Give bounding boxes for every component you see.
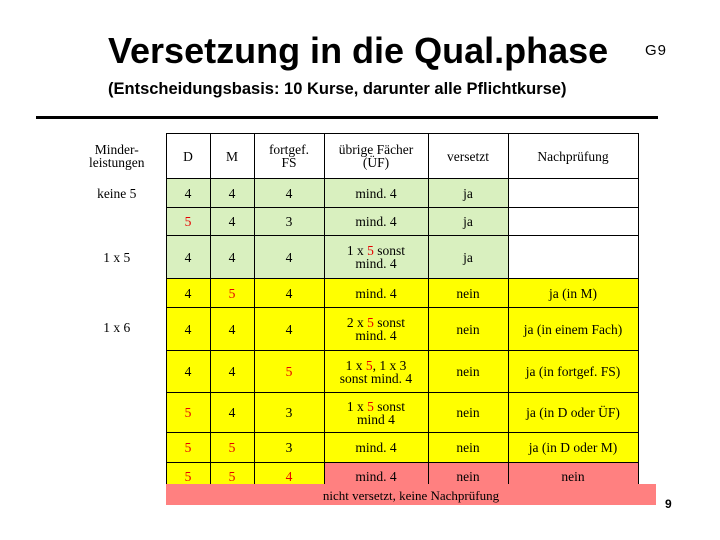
cell-d: 4 xyxy=(166,351,210,393)
title-divider xyxy=(36,116,658,119)
cell-m: 5 xyxy=(210,463,254,491)
cell-d: 4 xyxy=(166,308,210,351)
cell-uef: mind. 4 xyxy=(324,433,428,463)
cell-versetzt: nein xyxy=(428,463,508,491)
header-m: M xyxy=(210,134,254,179)
group-keine-5: keine 5 xyxy=(97,185,137,201)
cell-uef: 1 x 5 sonst mind 4 xyxy=(324,393,428,433)
cell-fs: 3 xyxy=(254,433,324,463)
cell-d: 5 xyxy=(166,433,210,463)
promotion-table xyxy=(68,133,639,491)
page-number: 9 xyxy=(665,497,672,511)
cell-nachpruefung: nein xyxy=(508,463,638,491)
cell-versetzt: nein xyxy=(428,308,508,351)
cell-versetzt: ja xyxy=(428,179,508,208)
cell-fs: 3 xyxy=(254,393,324,433)
header-row xyxy=(68,134,638,179)
cell-fs: 3 xyxy=(254,208,324,236)
header-fs: fortgef. FS xyxy=(254,134,324,179)
cell-nachpruefung xyxy=(508,236,638,279)
table-row xyxy=(68,179,638,208)
cell-uef: mind. 4 xyxy=(324,208,428,236)
cell-d: 4 xyxy=(166,236,210,279)
grade-label: G9 xyxy=(645,42,668,59)
cell-fs: 4 xyxy=(254,463,324,491)
cell-versetzt: nein xyxy=(428,393,508,433)
cell-nachpruefung: ja (in M) xyxy=(508,279,638,308)
cell-m: 5 xyxy=(210,433,254,463)
cell-m: 4 xyxy=(210,393,254,433)
cell-uef: 1 x 5, 1 x 3 sonst mind. 4 xyxy=(324,351,428,393)
cell-uef: 2 x 5 sonst mind. 4 xyxy=(324,308,428,351)
cell-m: 4 xyxy=(210,351,254,393)
cell-m: 4 xyxy=(210,208,254,236)
cell-versetzt: ja xyxy=(428,236,508,279)
cell-d: 4 xyxy=(166,279,210,308)
cell-d: 5 xyxy=(166,463,210,491)
table-row xyxy=(68,308,638,351)
cell-d: 5 xyxy=(166,208,210,236)
header-minderleistungen: Minder- leistungen xyxy=(89,142,145,170)
cell-fs: 4 xyxy=(254,308,324,351)
not-promoted-banner: nicht versetzt, keine Nachprüfung xyxy=(166,484,656,505)
table-row xyxy=(68,208,638,236)
cell-nachpruefung: ja (in D oder M) xyxy=(508,433,638,463)
cell-fs: 4 xyxy=(254,236,324,279)
group-1x5: 1 x 5 xyxy=(103,250,131,265)
cell-fs: 4 xyxy=(254,279,324,308)
group-1x6: 1 x 6 xyxy=(103,319,131,335)
cell-m: 4 xyxy=(210,308,254,351)
header-d: D xyxy=(166,134,210,179)
cell-versetzt: nein xyxy=(428,433,508,463)
cell-d: 4 xyxy=(166,179,210,208)
cell-nachpruefung: ja (in einem Fach) xyxy=(508,308,638,351)
slide-title: Versetzung in die Qual.phase xyxy=(108,30,609,71)
header-uef: übrige Fächer (ÜF) xyxy=(324,134,428,179)
cell-fs: 4 xyxy=(254,179,324,208)
cell-uef: mind. 4 xyxy=(324,179,428,208)
cell-m: 4 xyxy=(210,179,254,208)
cell-uef: 1 x 5 sonst mind. 4 xyxy=(324,236,428,279)
cell-versetzt: nein xyxy=(428,351,508,393)
cell-fs: 5 xyxy=(254,351,324,393)
header-versetzt: versetzt xyxy=(428,134,508,179)
cell-uef: mind. 4 xyxy=(324,463,428,491)
cell-nachpruefung: ja (in fortgef. FS) xyxy=(508,351,638,393)
cell-m: 5 xyxy=(210,279,254,308)
cell-nachpruefung xyxy=(508,208,638,236)
cell-uef: mind. 4 xyxy=(324,279,428,308)
cell-versetzt: nein xyxy=(428,279,508,308)
cell-nachpruefung xyxy=(508,179,638,208)
cell-d: 5 xyxy=(166,393,210,433)
header-nachpruefung: Nachprüfung xyxy=(508,134,638,179)
slide-subtitle: (Entscheidungsbasis: 10 Kurse, darunter alle Pflichtkurse) xyxy=(108,80,567,98)
cell-nachpruefung: ja (in D oder ÜF) xyxy=(508,393,638,433)
cell-m: 4 xyxy=(210,236,254,279)
cell-versetzt: ja xyxy=(428,208,508,236)
